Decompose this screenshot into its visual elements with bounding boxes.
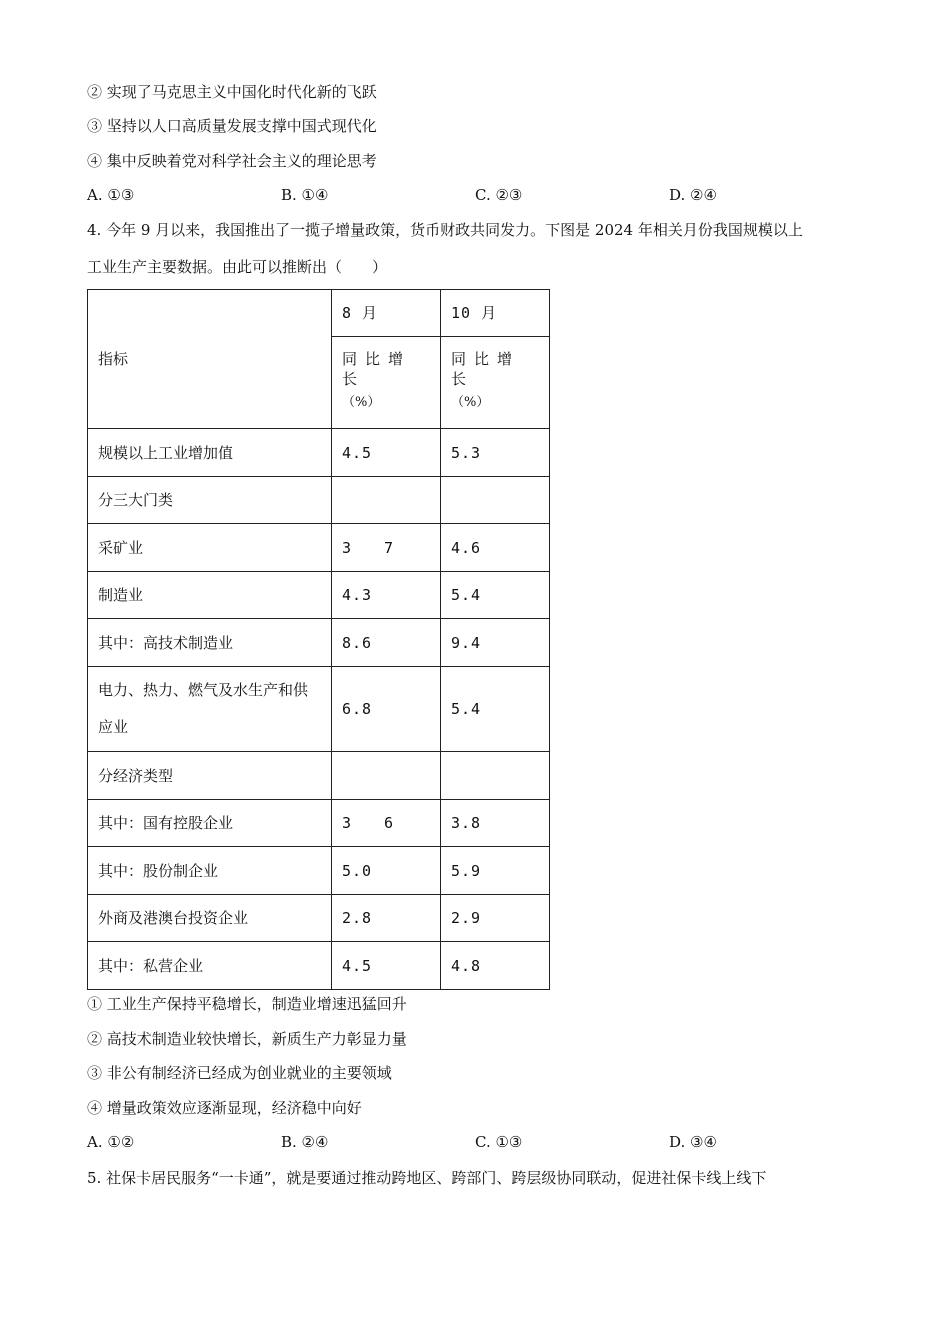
q4-option-2: ② 高技术制造业较快增长，新质生产力彰显力量 (87, 1030, 407, 1048)
table-row (88, 667, 550, 752)
row-label: 电力、热力、燃气及水生产和供应业 (88, 667, 332, 752)
prev-choice-d: D. ②④ (669, 186, 717, 204)
q4-choices (87, 1132, 867, 1152)
row-label: 其中：股份制企业 (88, 847, 332, 895)
table-row (88, 572, 550, 619)
row-oct: 9.4 (441, 619, 550, 667)
q4-choice-c: C. ①③ (475, 1133, 523, 1151)
table-row (88, 429, 550, 477)
prev-choice-b: B. ①④ (281, 186, 329, 204)
table-row (88, 847, 550, 895)
row-oct: 2.9 (441, 895, 550, 942)
row-oct: 5.9 (441, 847, 550, 895)
row-oct: 4.6 (441, 524, 550, 572)
row-oct (441, 477, 550, 524)
yoy-label: 同比增长 (342, 349, 412, 388)
q4-choice-d: D. ③④ (669, 1133, 717, 1151)
row-oct (441, 752, 550, 800)
header-oct-yoy (441, 337, 550, 429)
prev-choice-a: A. ①③ (87, 186, 135, 204)
prev-choice-c: C. ②③ (475, 186, 523, 204)
row-aug: 6.8 (332, 667, 441, 752)
row-aug: 4.3 (332, 572, 441, 619)
row-oct: 5.4 (441, 667, 550, 752)
row-label: 采矿业 (88, 524, 332, 572)
yoy-unit: （%） (451, 394, 490, 410)
q5-stem-line1: 5. 社保卡居民服务“一卡通”，就是要通过推动跨地区、跨部门、跨层级协同联动，促进社保卡线上线下 (87, 1169, 767, 1187)
header-aug: 8 月 (332, 290, 441, 337)
q4-stem-line1: 4. 今年 9 月以来，我国推出了一揽子增量政策，货币财政共同发力。下图是 2024 年相关月份我国规模以上 (87, 221, 803, 239)
row-aug: 3 7 (332, 524, 441, 572)
yoy-label: 同比增长 (451, 349, 521, 388)
prev-option-4: ④ 集中反映着党对科学社会主义的理论思考 (87, 152, 377, 170)
row-aug: 3 6 (332, 800, 441, 847)
row-aug: 5.0 (332, 847, 441, 895)
q4-choice-a: A. ①② (87, 1133, 135, 1151)
q4-option-4: ④ 增量政策效应逐渐显现，经济稳中向好 (87, 1099, 362, 1117)
table-row (88, 619, 550, 667)
table-row (88, 524, 550, 572)
prev-choices (87, 185, 867, 205)
row-aug (332, 752, 441, 800)
table-row (88, 895, 550, 942)
table-row (88, 477, 550, 524)
row-label: 制造业 (88, 572, 332, 619)
q4-option-3: ③ 非公有制经济已经成为创业就业的主要领域 (87, 1064, 392, 1082)
row-aug: 2.8 (332, 895, 441, 942)
row-oct: 4.8 (441, 942, 550, 990)
row-oct: 5.3 (441, 429, 550, 477)
prev-option-2: ② 实现了马克思主义中国化时代化新的飞跃 (87, 83, 377, 101)
row-label: 分经济类型 (88, 752, 332, 800)
q4-choice-b: B. ②④ (281, 1133, 329, 1151)
row-aug: 4.5 (332, 942, 441, 990)
q4-stem-line2: 工业生产主要数据。由此可以推断出（ ） (87, 258, 388, 276)
industrial-data-table (87, 289, 550, 990)
row-aug: 4.5 (332, 429, 441, 477)
q4-option-1: ① 工业生产保持平稳增长，制造业增速迅猛回升 (87, 995, 407, 1013)
row-label: 其中：私营企业 (88, 942, 332, 990)
row-label: 其中：高技术制造业 (88, 619, 332, 667)
row-oct: 5.4 (441, 572, 550, 619)
yoy-unit: （%） (342, 394, 381, 410)
row-label: 其中：国有控股企业 (88, 800, 332, 847)
row-label: 规模以上工业增加值 (88, 429, 332, 477)
table-row (88, 752, 550, 800)
header-oct: 10 月 (441, 290, 550, 337)
row-oct: 3.8 (441, 800, 550, 847)
row-label: 外商及港澳台投资企业 (88, 895, 332, 942)
header-aug-yoy (332, 337, 441, 429)
row-aug (332, 477, 441, 524)
table-row (88, 942, 550, 990)
row-aug: 8.6 (332, 619, 441, 667)
row-label: 分三大门类 (88, 477, 332, 524)
header-indicator: 指标 (88, 290, 332, 429)
prev-option-3: ③ 坚持以人口高质量发展支撑中国式现代化 (87, 117, 377, 135)
table-row (88, 800, 550, 847)
